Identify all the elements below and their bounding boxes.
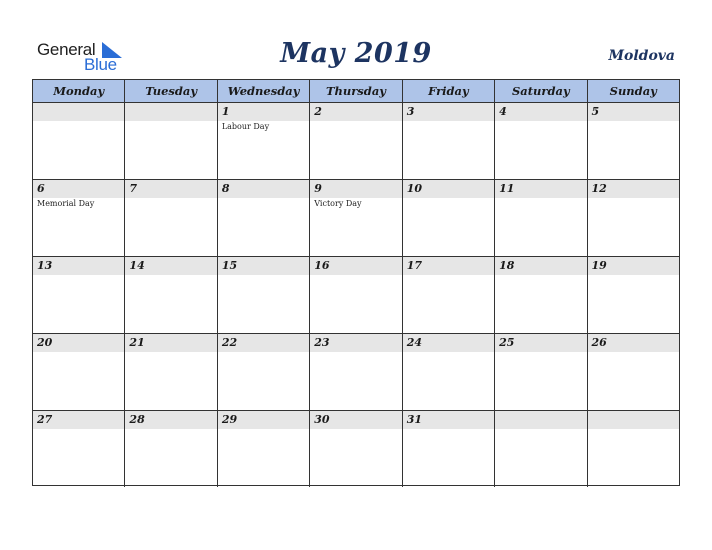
calendar-grid [32, 79, 680, 486]
day-cell[interactable] [403, 257, 495, 333]
week-row [33, 103, 679, 180]
day-header-band [403, 103, 494, 121]
day-number: 24 [406, 336, 422, 349]
logo-text-general: General [37, 40, 96, 59]
day-cell[interactable] [310, 103, 402, 179]
day-cell[interactable] [403, 411, 495, 487]
day-cell[interactable] [125, 334, 217, 410]
week-row [33, 180, 679, 257]
day-cell[interactable] [495, 334, 587, 410]
day-cell[interactable] [218, 334, 310, 410]
weekday-header-row [33, 80, 679, 103]
week-row [33, 334, 679, 411]
day-number: 14 [129, 259, 145, 272]
holiday-label: Victory Day [314, 199, 362, 208]
day-number: 3 [406, 105, 415, 118]
weeks-container [33, 103, 679, 487]
weekday-wednesday: Wednesday [218, 80, 310, 102]
day-cell[interactable] [588, 334, 679, 410]
day-number: 25 [499, 336, 515, 349]
day-header-band [125, 103, 216, 121]
day-cell[interactable] [495, 411, 587, 487]
day-number: 1 [221, 105, 230, 118]
day-cell[interactable] [310, 411, 402, 487]
day-cell[interactable] [495, 180, 587, 256]
day-cell[interactable] [125, 180, 217, 256]
day-cell[interactable] [588, 180, 679, 256]
day-cell[interactable] [310, 334, 402, 410]
weekday-monday: Monday [33, 80, 125, 102]
day-number: 12 [591, 182, 607, 195]
day-number: 8 [221, 182, 230, 195]
day-cell[interactable] [588, 103, 679, 179]
day-cell[interactable] [403, 334, 495, 410]
day-number: 23 [314, 336, 330, 349]
day-number: 7 [129, 182, 138, 195]
day-header-band [495, 411, 586, 429]
day-number: 19 [591, 259, 607, 272]
day-cell[interactable] [588, 411, 679, 487]
day-cell[interactable] [125, 411, 217, 487]
day-cell[interactable] [33, 103, 125, 179]
day-cell[interactable] [33, 257, 125, 333]
day-number: 27 [37, 413, 53, 426]
country-label: Moldova [608, 48, 675, 64]
day-header-band [588, 103, 679, 121]
weekday-friday: Friday [403, 80, 495, 102]
day-cell[interactable] [218, 411, 310, 487]
day-number: 13 [37, 259, 53, 272]
day-number: 29 [221, 413, 238, 426]
day-cell[interactable] [495, 257, 587, 333]
day-number: 9 [314, 182, 322, 195]
day-number: 16 [314, 259, 330, 272]
day-cell[interactable] [310, 257, 402, 333]
day-cell[interactable] [218, 257, 310, 333]
day-header-band [33, 180, 124, 198]
day-header-band [588, 411, 679, 429]
day-cell[interactable] [218, 180, 310, 256]
day-number: 26 [591, 336, 607, 349]
day-number: 10 [406, 182, 422, 195]
day-cell[interactable] [310, 180, 402, 256]
day-number: 5 [591, 105, 600, 118]
week-row [33, 411, 679, 487]
day-cell[interactable] [495, 103, 587, 179]
day-number: 4 [499, 105, 507, 118]
holiday-label: Memorial Day [37, 199, 95, 208]
holiday-label: Labour Day [221, 122, 270, 131]
day-number: 18 [499, 259, 515, 272]
day-header-band [310, 180, 401, 198]
weekday-tuesday: Tuesday [125, 80, 217, 102]
calendar-title: May 2019 [280, 38, 432, 69]
logo-text-blue: Blue [84, 55, 117, 74]
day-number: 30 [314, 413, 330, 426]
day-header-band [310, 103, 401, 121]
day-number: 22 [221, 336, 238, 349]
day-header-band [218, 103, 309, 121]
day-cell[interactable] [403, 180, 495, 256]
weekday-saturday: Saturday [495, 80, 587, 102]
day-header-band [33, 103, 124, 121]
day-header-band [495, 103, 586, 121]
day-number: 6 [37, 182, 45, 195]
day-cell[interactable] [125, 103, 217, 179]
day-cell[interactable] [125, 257, 217, 333]
day-cell[interactable] [33, 334, 125, 410]
day-number: 21 [129, 336, 145, 349]
day-header-band [125, 180, 216, 198]
day-number: 11 [499, 182, 515, 195]
day-header-band [218, 180, 309, 198]
day-cell[interactable] [588, 257, 679, 333]
day-cell[interactable] [218, 103, 310, 179]
day-number: 31 [406, 413, 422, 426]
day-cell[interactable] [403, 103, 495, 179]
day-number: 20 [37, 336, 53, 349]
day-number: 15 [221, 259, 238, 272]
week-row [33, 257, 679, 334]
day-cell[interactable] [33, 180, 125, 256]
day-number: 28 [129, 413, 145, 426]
day-cell[interactable] [33, 411, 125, 487]
day-number: 17 [406, 259, 422, 272]
day-number: 2 [314, 105, 322, 118]
weekday-thursday: Thursday [310, 80, 402, 102]
weekday-sunday: Sunday [609, 84, 657, 98]
